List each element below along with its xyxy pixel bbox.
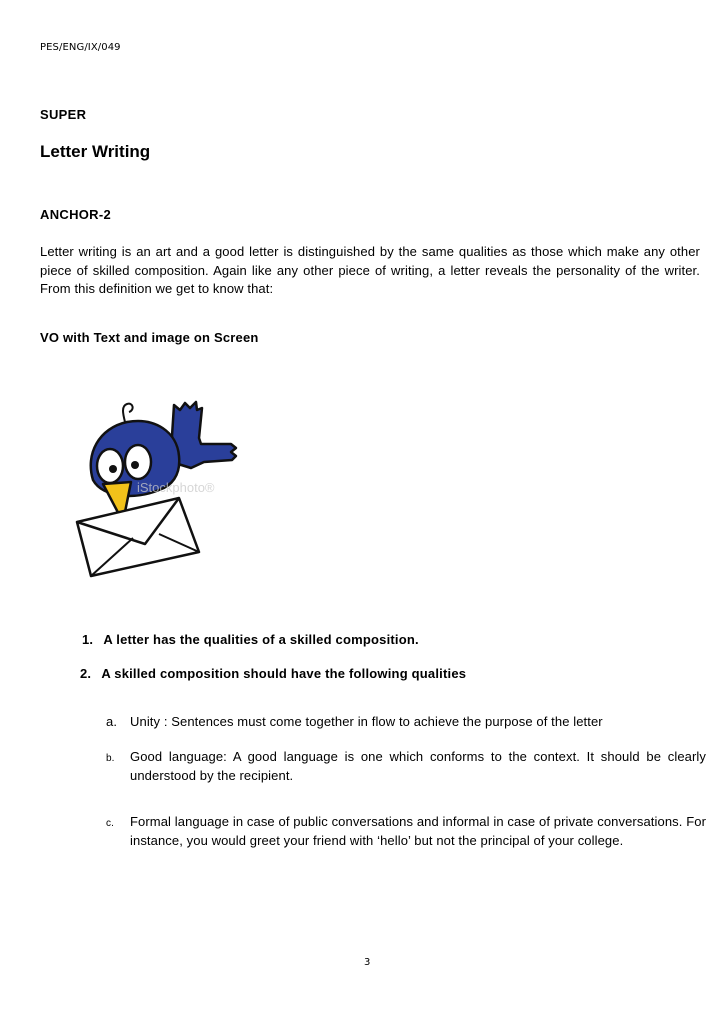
vo-heading: VO with Text and image on Screen bbox=[40, 330, 259, 345]
list-item-text: A skilled composition should have the following qualities bbox=[101, 666, 467, 681]
anchor-heading: ANCHOR-2 bbox=[40, 207, 112, 222]
list-number: 2. bbox=[80, 666, 92, 681]
page-title: Letter Writing bbox=[40, 142, 151, 161]
page-number: 3 bbox=[364, 957, 371, 968]
document-code: PES/ENG/IX/049 bbox=[40, 42, 121, 53]
watermark-text: iStockphoto® bbox=[137, 480, 215, 495]
list-item bbox=[80, 666, 466, 681]
intro-paragraph: Letter writing is an art and a good letter is distinguished by the same qualities as those which make any other piece of skilled composition. Again like any other piece of writing, a letter reveals the personality of the writer. From this definition we get to know that: bbox=[40, 244, 700, 296]
sub-list-marker: b. bbox=[106, 753, 115, 764]
sub-list-text: Formal language in case of public conversations and informal in case of private conversations. For instance, you would greet your friend with ‘hello’ but not the principal of your college. bbox=[130, 814, 706, 848]
list-item-text: A letter has the qualities of a skilled composition. bbox=[103, 632, 419, 647]
sub-list-item bbox=[106, 813, 706, 873]
sub-list-text: Good language: A good language is one which conforms to the context. It should be clearly understood by the recipient. bbox=[130, 749, 706, 783]
sub-list-text: Unity : Sentences must come together in flow to achieve the purpose of the letter bbox=[130, 714, 603, 729]
bird-carrying-envelope-icon bbox=[75, 398, 245, 578]
sub-list-marker: a. bbox=[106, 714, 118, 729]
super-heading: SUPER bbox=[40, 107, 87, 122]
list-number: 1. bbox=[82, 632, 94, 647]
bird-with-envelope-illustration bbox=[75, 398, 245, 578]
sub-list-item bbox=[106, 748, 706, 788]
sub-list-item bbox=[106, 713, 706, 733]
list-item bbox=[82, 632, 419, 647]
sub-list-marker: c. bbox=[106, 818, 114, 829]
